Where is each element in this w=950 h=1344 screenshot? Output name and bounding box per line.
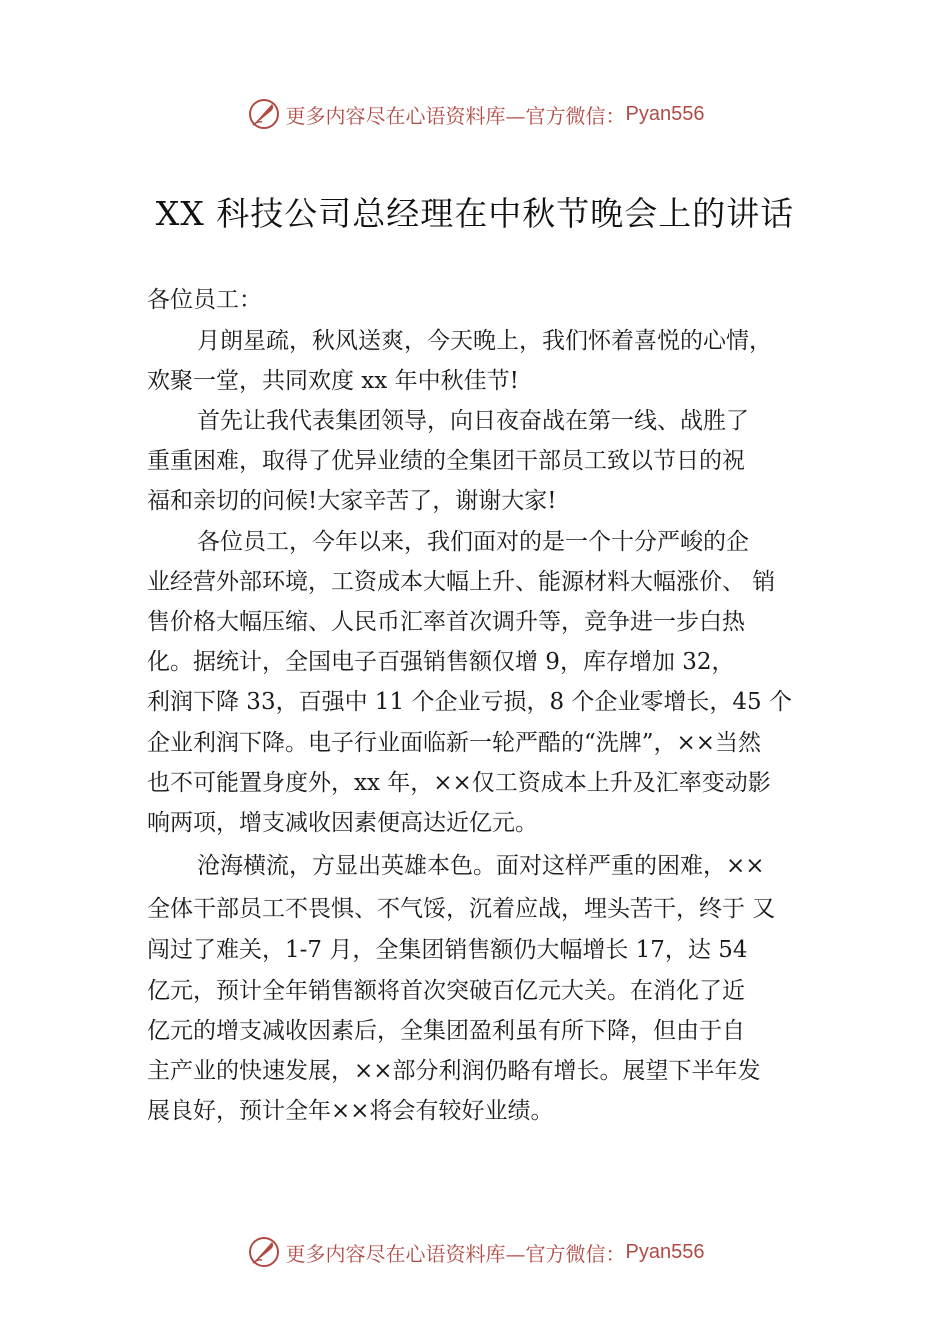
watermark-wechat-id: Pyan556 <box>625 102 705 125</box>
body-line: 利润下降 33，百强中 11 个企业亏损，8 个企业零增长，45 个 <box>147 689 792 715</box>
body-line: 亿元，预计全年销售额将首次突破百亿元大关。在消化了近 <box>147 978 745 1004</box>
body-line: 首先让我代表集团领导，向日夜奋战在第一线、战胜了 <box>197 408 749 434</box>
watermark-text: 更多内容尽在心语资料库—官方微信： <box>285 1241 626 1266</box>
body-line: 业经营外部环境，工资成本大幅上升、能源材料大幅涨价、 销 <box>147 569 776 595</box>
body-line: 各位员工： <box>147 287 262 313</box>
body-line: 响两项，增支减收因素便高达近亿元。 <box>147 810 538 836</box>
body-line: 化。据统计，全国电子百强销售额仅增 9，库存增加 32， <box>147 649 735 675</box>
body-line: 各位员工，今年以来，我们面对的是一个十分严峻的企 <box>197 529 749 555</box>
body-line: 售价格大幅压缩、人民币汇率首次调升等，竞争进一步白热 <box>147 609 745 635</box>
body-line: 亿元的增支减收因素后，全集团盈利虽有所下降，但由于自 <box>147 1018 745 1044</box>
watermark-banner-top <box>0 94 950 134</box>
watermark-banner-bottom <box>0 1232 950 1272</box>
body-line: 重重困难，取得了优异业绩的全集团干部员工致以节日的祝 <box>147 448 745 474</box>
body-line: 也不可能置身度外，xx 年，××仅工资成本上升及汇率变动影 <box>147 770 771 796</box>
body-line: 沧海横流，方显出英雄本色。面对这样严重的困难，×× <box>197 853 765 879</box>
watermark-wechat-id: Pyan556 <box>625 1240 705 1263</box>
body-line: 企业利润下降。电子行业面临新一轮严酷的“洗牌”，××当然 <box>147 730 762 756</box>
watermark-text: 更多内容尽在心语资料库—官方微信： <box>285 103 626 128</box>
body-line: 福和亲切的问候!大家辛苦了，谢谢大家! <box>147 488 557 514</box>
quill-logo-icon <box>246 96 282 132</box>
document-title: XX 科技公司总经理在中秋节晚会上的讲话 <box>155 194 795 233</box>
body-line: 欢聚一堂，共同欢度 xx 年中秋佳节! <box>147 368 519 394</box>
body-line: 月朗星疏，秋风送爽，今天晚上，我们怀着喜悦的心情， <box>197 328 772 354</box>
body-line: 展良好，预计全年××将会有较好业绩。 <box>147 1098 554 1124</box>
body-line: 全体干部员工不畏惧、不气馁，沉着应战，埋头苦干，终于 又 <box>147 896 776 922</box>
body-line: 闯过了难关，1-7 月，全集团销售额仍大幅增长 17，达 54 <box>147 937 748 963</box>
body-line: 主产业的快速发展，××部分利润仍略有增长。展望下半年发 <box>147 1058 761 1084</box>
quill-logo-icon <box>246 1234 282 1270</box>
